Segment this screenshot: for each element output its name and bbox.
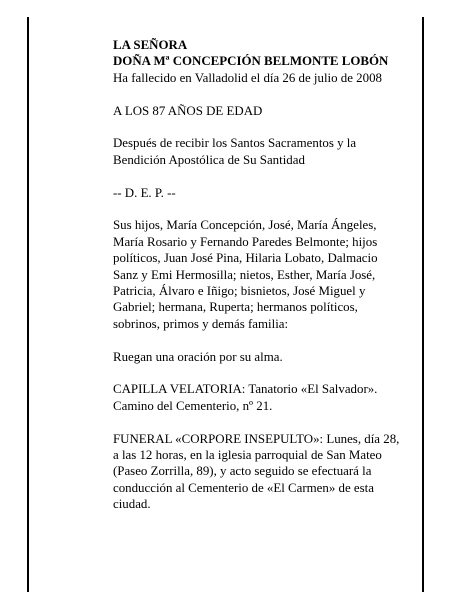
chapel-line: CAPILLA VELATORIA: Tanatorio «El Salvador». [113,382,378,397]
family-paragraph [113,217,413,332]
sacraments-paragraph [113,135,413,168]
funeral-line: conducción al Cementerio de «El Carmen» de esta [113,480,374,495]
spacer [113,332,413,348]
funeral-line: a las 12 horas, en la iglesia parroquial de San Mateo [113,448,382,463]
funeral-paragraph [113,431,413,513]
age-paragraph [113,103,413,119]
notice-header [113,37,413,86]
deceased-name: DOÑA Mª CONCEPCIÓN BELMONTE LOBÓN [113,54,389,69]
sacraments-line: Después de recibir los Santos Sacramentos y la [113,136,357,151]
spacer [113,86,413,102]
spacer [113,119,413,135]
spacer [113,168,413,184]
spacer [113,201,413,217]
chapel-line: Camino del Cementerio, nº 21. [113,398,273,413]
obituary-notice [113,37,413,513]
prayer-paragraph [113,349,413,365]
family-line: políticos, Juan José Pina, Hilaria Lobato, Dalmacio [113,251,378,266]
chapel-paragraph [113,381,413,414]
family-line: Patricia, Álvaro e Iñigo; bisnietos, José Miguel y [113,284,366,299]
family-line: María Rosario y Fernando Paredes Belmonte; hijos [113,234,378,249]
prayer-line: Ruegan una oración por su alma. [113,349,283,364]
age-line: A LOS 87 AÑOS DE EDAD [113,103,263,118]
dep-line: -- D. E. P. -- [113,185,176,200]
family-line: Sanz y Emi Hermosilla; nietos, Esther, María José, [113,267,376,282]
family-line: Sus hijos, María Concepción, José, María Ángeles, [113,218,377,233]
spacer [113,365,413,381]
death-date-line: Ha fallecido en Valladolid el día 26 de julio de 2008 [113,70,382,85]
dep-paragraph [113,185,413,201]
funeral-line: ciudad. [113,497,151,512]
deceased-title: LA SEÑORA [113,38,188,52]
family-line: sobrinos, primos y demás familia: [113,316,289,331]
sacraments-line: Bendición Apostólica de Su Santidad [113,152,305,167]
right-border-line [422,17,424,592]
spacer [113,414,413,430]
family-line: Gabriel; hermana, Ruperta; hermanos políticos, [113,300,358,315]
left-border-line [27,17,29,592]
funeral-line: (Paseo Zorrilla, 89), y acto seguido se efectuará la [113,464,372,479]
funeral-line: FUNERAL «CORPORE INSEPULTO»: Lunes, día 28, [113,431,400,446]
